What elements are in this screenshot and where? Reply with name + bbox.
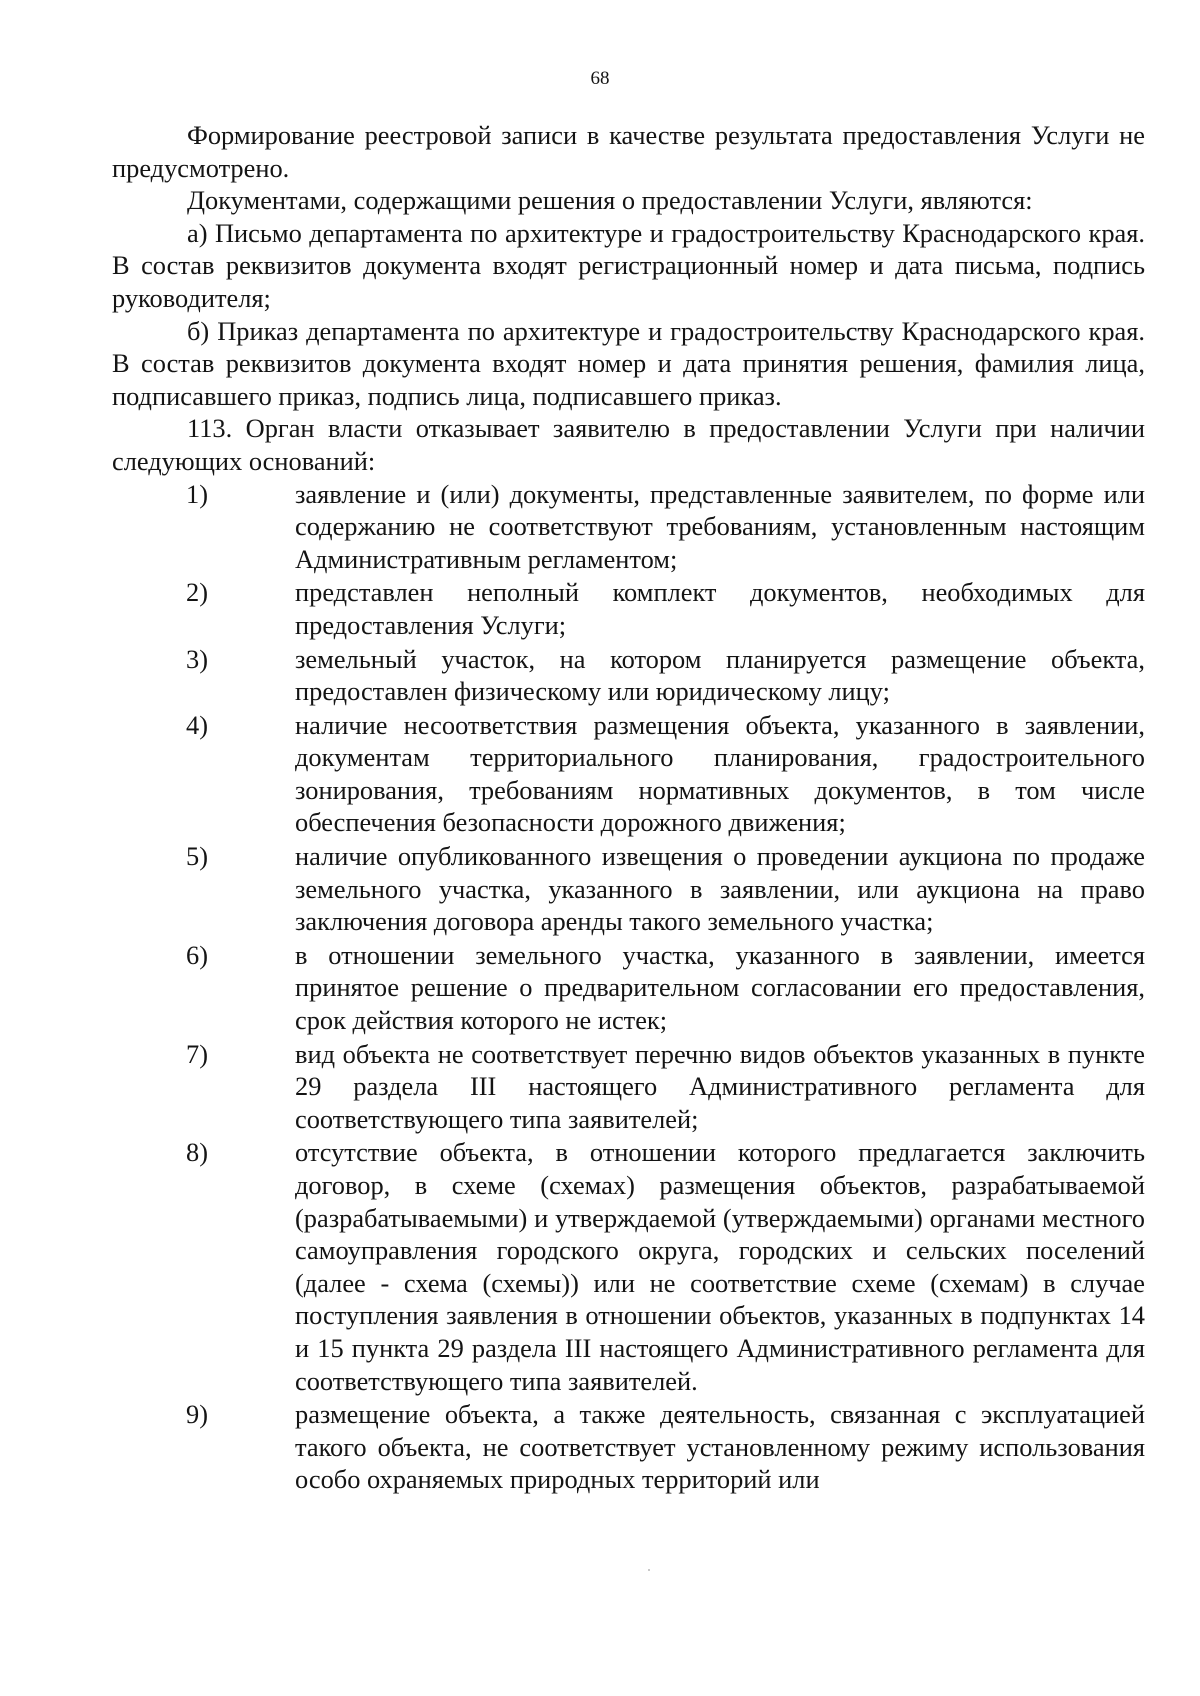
refusal-grounds-list [112,478,1145,1496]
page-number: 68 [590,68,610,89]
item-number: 7) [186,1038,208,1069]
paragraph-clause-113: 113. Орган власти отказывает заявителю в предоставлении Услуги при наличии следующих оснований: [112,413,1145,476]
item-text: отсутствие объекта, в отношении которого предлагается заключить договор, в схеме (схемах) размещения объектов, разрабатываемой (разрабатываемыми) и утверждаемой (утверждаемыми) органами местного самоуправления городского округа, городских и сельских поселений (далее - схема (схемы)) или не соответствие схеме (схемам) в случае поступления заявления в отношении объектов, указанных в подпунктах 14 и 15 пункта 29 раздела III настоящего Административного регламента для соответствующего типа заявителей. [295,1137,1145,1396]
list-item [112,1136,1145,1397]
list-item [112,840,1145,938]
item-text: земельный участок, на котором планируется размещение объекта, предоставлен физическому или юридическому лицу; [295,643,1145,707]
item-number: 8) [186,1137,208,1168]
list-item [112,643,1145,708]
item-text: заявление и (или) документы, представленные заявителем, по форме или содержанию не соответствуют требованиям, установленным настоящим Административным регламентом; [295,478,1145,574]
list-item [112,478,1145,576]
item-number: 9) [186,1399,208,1430]
list-item [112,709,1145,839]
item-text: наличие несоответствия размещения объекта, указанного в заявлении, документам территориального планирования, градостроительного зонирования, требованиям нормативных документов, в том числе обеспечения безопасности дорожного движения; [295,709,1145,838]
item-text: в отношении земельного участка, указанного в заявлении, имеется принятое решение о предварительном согласовании его предоставления, срок действия которого не истек; [295,939,1145,1036]
item-text: размещение объекта, а также деятельность, связанная с эксплуатацией такого объекта, не соответствует установленному режиму использования особо охраняемых природных территорий или [295,1399,1145,1495]
item-text: вид объекта не соответствует перечню видов объектов указанных в пункте 29 раздела III настоящего Административного регламента для соответствующего типа заявителей; [295,1038,1145,1134]
list-item [112,939,1145,1037]
list-item [112,1038,1145,1136]
scan-speck [648,1569,650,1571]
item-number: 1) [186,478,208,509]
item-number: 6) [186,939,208,970]
item-number: 2) [186,577,208,608]
paragraph-order: б) Приказ департамента по архитектуре и градостроительству Краснодарского края. В состав реквизитов документа входят номер и дата принятия решения, фамилия лица, подписавшего приказ, подпись лица, подписавшего приказ. [112,315,1145,411]
paragraph-registry-record: Формирование реестровой записи в качестве результата предоставления Услуги не предусмотрено. [112,120,1145,183]
paragraph-letter: а) Письмо департамента по архитектуре и градостроительству Краснодарского края. В состав реквизитов документа входят регистрационный номер и дата письма, подпись руководителя; [112,217,1145,313]
list-item [112,1398,1145,1496]
document-body [112,119,1145,1496]
item-text: наличие опубликованного извещения о проведении аукциона по продаже земельного участка, указанного в заявлении, или аукциона на право заключения договора аренды такого земельного участка; [295,841,1145,937]
item-text: представлен неполный комплект документов, необходимых для предоставления Услуги; [295,577,1145,640]
list-item [112,576,1145,641]
item-number: 4) [186,709,208,740]
item-number: 3) [186,643,208,674]
item-number: 5) [186,841,208,872]
paragraph-decision-documents: Документами, содержащими решения о предоставлении Услуги, являются: [187,185,1033,216]
